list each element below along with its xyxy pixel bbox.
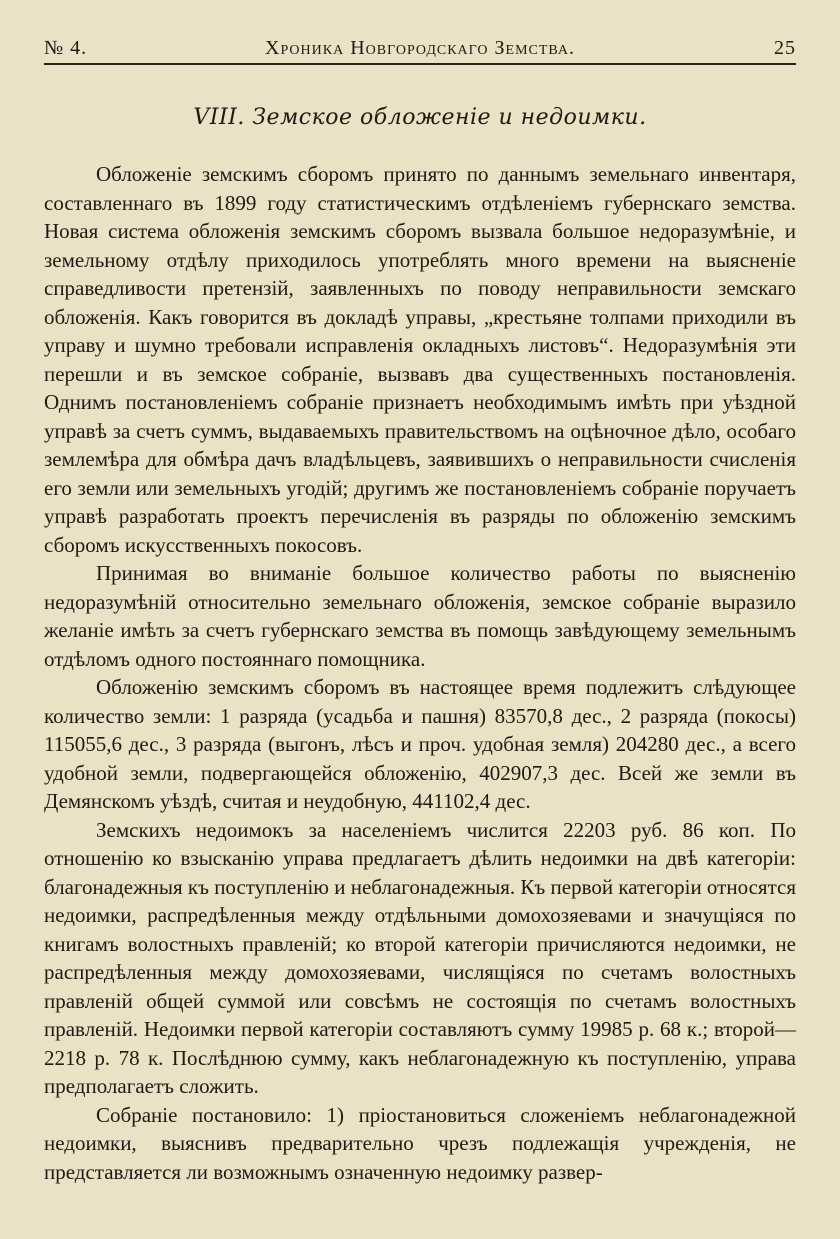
paragraph: Собраніе постановило: 1) пріостановиться сложеніемъ неблагонадежной недоимки, выяснивъ предварительно чрезъ подлежащія учрежденія, не представляется ли возможнымъ означенную недоимку развер- [44,1102,796,1184]
journal-title: Хроника Новгородскаго Земства. [265,37,575,59]
paragraph: Земскихъ недоимокъ за населеніемъ числится 22203 руб. 86 коп. По отношенію ко взысканію управа предлагаетъ дѣлить недоимки на двѣ категоріи: благонадежныя къ поступленію и неблагонадежныя. Къ первой категоріи относятся недоимки, распредѣленныя между отдѣльными домохозяевами и значущіяся по книгамъ волостныхъ правленій; ко второй категоріи причисляются недоимки, не распредѣленныя между домохозяевами, числящіяся по счетамъ волостныхъ правленій общей суммой или совсѣмъ не состоящія по счетамъ волостныхъ правленій. Недоимки первой категоріи составляютъ сумму 19985 р. 68 к.; второй— 2218 р. 78 к. Послѣднюю сумму, какъ неблагонадежную къ поступленію, управа предполагаетъ сложить. [44,817,796,1098]
page-number: 25 [774,37,796,59]
body-text [44,160,796,1186]
paragraph: Обложенію земскимъ сборомъ въ настоящее время подлежитъ слѣдующее количество земли: 1 разряда (усадьба и пашня) 83570,8 дес., 2 разряда (покосы) 115055,6 дес., 3 разряда (выгонъ, лѣсъ и проч. удобная земля) 204280 дес., а всего удобной земли, подвергающейся обложенію, 402907,3 дес. Всей же земли въ Демянскомъ уѣздѣ, считая и неудобную, 441102,4 дес. [44,675,796,813]
section-title: VIII. Земское обложеніе и недоимки. [193,105,647,130]
issue-number: № 4. [44,37,88,59]
paragraph: Обложеніе земскимъ сборомъ принято по даннымъ земельнаго инвентаря, составленнаго въ 1899 году статистическимъ отдѣленіемъ губернскаго земства. Новая система обложенія земскимъ сборомъ вызвала большое недоразумѣніе, и земельному отдѣлу приходилось употреблять много времени на выясненіе справедливости претензій, заявленныхъ по поводу неправильности земскаго обложенія. Какъ говорится въ докладѣ управы, „крестьяне толпами приходили въ управу и шумно требовали исправленія окладныхъ листовъ“. Недоразумѣнія эти перешли и въ земское собраніе, вызвавъ два существенныхъ постановленія. Однимъ постановленіемъ собраніе признаетъ необходимымъ имѣть при уѣздной управѣ за счетъ суммъ, выдаваемыхъ правительствомъ на оцѣночное дѣло, особаго землемѣра для обмѣра дачъ владѣльцевъ, заявившихъ о неправильности счисленія его земли или земельныхъ угодій; другимъ же постановленіемъ собраніе поручаетъ управѣ разработать проектъ перечисленія въ разряды по обложенію земскимъ сборомъ искусственныхъ покосовъ. [44,162,796,557]
paragraph: Принимая во вниманіе большое количество работы по выясненію недоразумѣній относительно земельнаго обложенія, земское собраніе выразило желаніе имѣть за счетъ губернскаго земства въ помощь завѣдующему земельнымъ отдѣломъ одного постояннаго помощника. [44,561,796,671]
running-header [44,28,796,65]
